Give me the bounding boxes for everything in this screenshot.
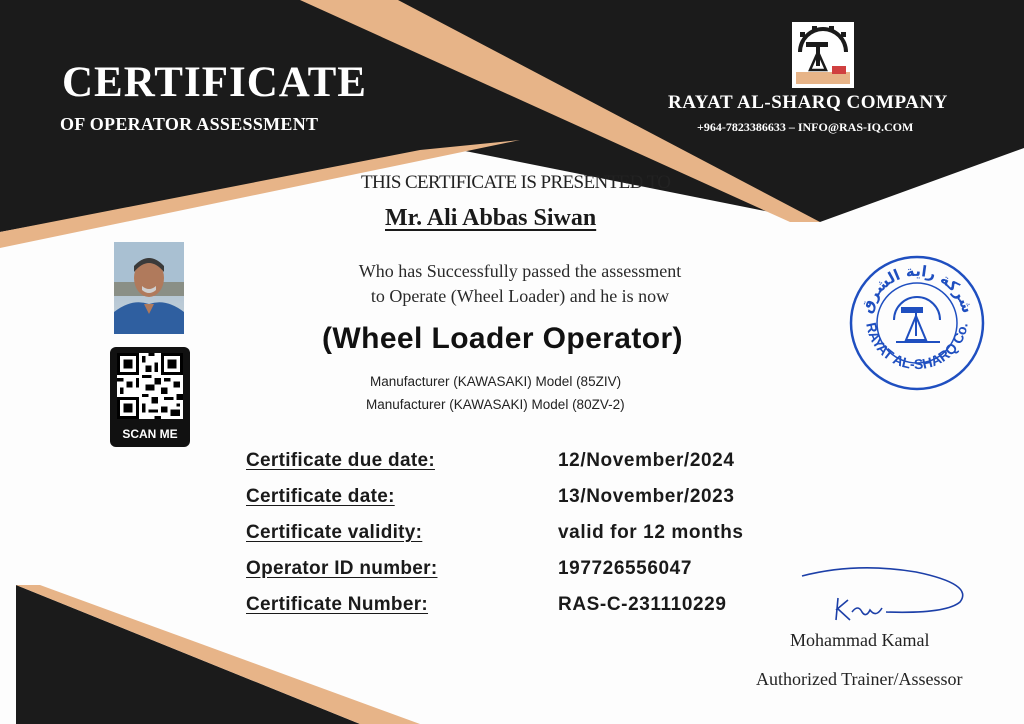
- qr-pattern: [117, 353, 183, 419]
- company-contact: +964-7823386633 – INFO@RAS-IQ.COM: [697, 120, 914, 134]
- due-date-label: Certificate due date:: [246, 450, 435, 471]
- signatory-role: Authorized Trainer/Assessor: [756, 669, 963, 689]
- certificate-number-label: Certificate Number:: [246, 594, 429, 615]
- equipment-model-1: Manufacturer (KAWASAKI) Model (85ZIV): [370, 374, 622, 389]
- qr-code[interactable]: [110, 347, 190, 447]
- stamp-arabic-text: شركة راية الشرق: [857, 261, 977, 316]
- due-date-value: 12/November/2024: [558, 450, 735, 471]
- operator-photo: [114, 242, 184, 334]
- validity-label: Certificate validity:: [246, 522, 423, 543]
- certificate-date-value: 13/November/2023: [558, 486, 735, 507]
- description-line-2: to Operate (Wheel Loader) and he is now: [370, 286, 670, 306]
- company-name: RAYAT AL-SHARQ COMPANY: [668, 92, 948, 113]
- validity-value: valid for 12 months: [558, 522, 744, 543]
- company-logo: [792, 22, 854, 88]
- equipment-model-2: Manufacturer (KAWASAKI) Model (80ZV-2): [366, 397, 625, 412]
- signatory-name: Mohammad Kamal: [790, 630, 930, 650]
- operator-role: (Wheel Loader Operator): [322, 322, 683, 355]
- description-line-1: Who has Successfully passed the assessment: [358, 261, 682, 281]
- operator-id-value: 197726556047: [558, 558, 693, 579]
- stamp-english-text: RAYAT AL-SHARQ Co.: [863, 321, 971, 373]
- certificate-title: CERTIFICATE: [62, 59, 367, 106]
- certificate-subtitle: OF OPERATOR ASSESSMENT: [60, 114, 319, 134]
- scan-me-label: SCAN ME: [122, 427, 178, 441]
- company-stamp: [846, 252, 988, 394]
- assessor-signature: [796, 562, 976, 632]
- operator-id-label: Operator ID number:: [246, 558, 438, 579]
- certificate-number-value: RAS-C-231110229: [558, 594, 727, 615]
- recipient-name: Mr. Ali Abbas Siwan: [385, 205, 597, 231]
- presented-to-label: THIS CERTIFICATE IS PRESENTED TO: [361, 172, 671, 193]
- certificate-date-label: Certificate date:: [246, 486, 395, 507]
